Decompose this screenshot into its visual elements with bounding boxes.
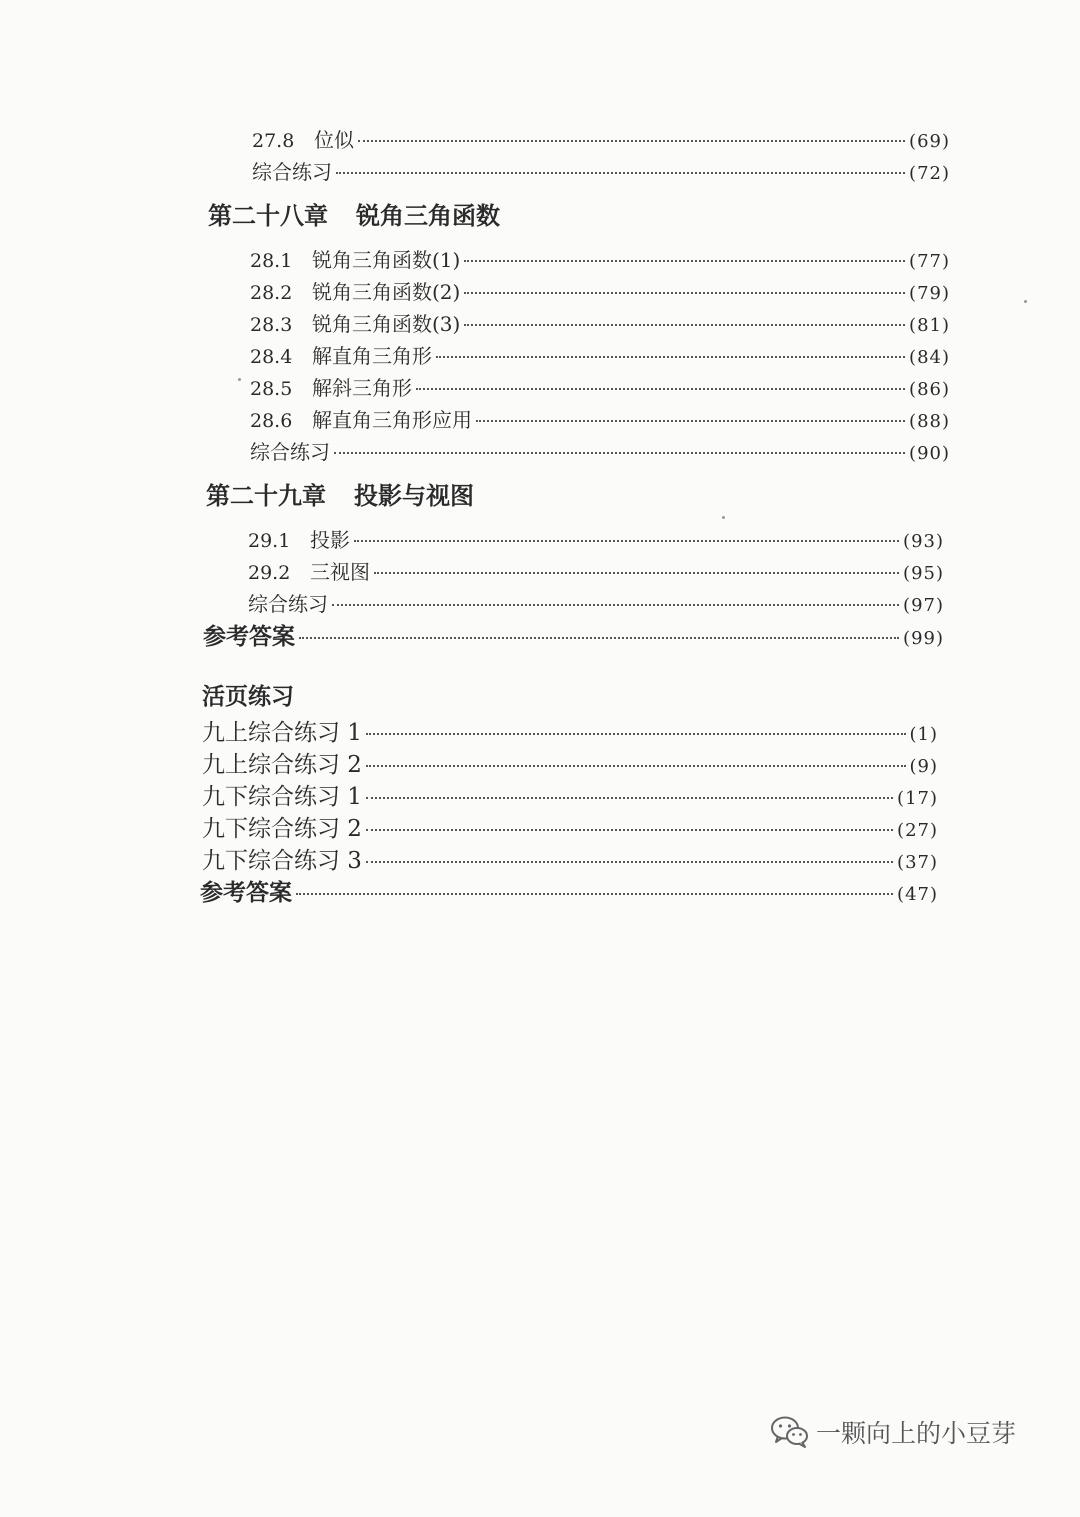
section-title: 解直角三角形 (312, 344, 432, 368)
page-number: (27) (897, 820, 938, 841)
dot-leader (436, 356, 905, 358)
dot-leader (464, 292, 905, 294)
dot-leader (332, 604, 899, 606)
toc-entry (248, 588, 944, 617)
section-title: 投影 (310, 528, 350, 552)
toc-entry (248, 524, 944, 553)
dot-leader (336, 172, 905, 174)
scan-speck (722, 516, 725, 519)
dot-leader (334, 452, 905, 454)
page-number: (77) (909, 251, 950, 272)
section-title: 锐角三角函数(2) (312, 280, 461, 304)
toc-entry (250, 244, 950, 273)
answers-title: 参考答案 (203, 623, 295, 650)
section-title: 综合练习 (252, 160, 332, 184)
page-number: (9) (909, 756, 938, 777)
section-number: 28.5 (250, 378, 293, 400)
dot-leader (366, 765, 906, 767)
dot-leader (374, 572, 899, 574)
dot-leader (416, 388, 905, 390)
toc-entry (250, 404, 950, 433)
toc-entry (202, 746, 938, 779)
page-number: (79) (909, 283, 950, 304)
page-number: (37) (897, 852, 938, 873)
dot-leader (354, 540, 899, 542)
page-number: (99) (903, 628, 944, 649)
toc-entry (250, 372, 950, 401)
toc-entry (200, 874, 938, 907)
section-number: 28.6 (250, 410, 293, 432)
section-title: 锐角三角函数(1) (312, 248, 461, 272)
toc-entry (250, 308, 950, 337)
dot-leader (358, 140, 905, 142)
chapter-label: 第二十九章 (206, 481, 326, 510)
dot-leader (366, 861, 893, 863)
section-title: 位似 (314, 128, 354, 152)
page-number: (86) (909, 379, 950, 400)
scan-speck (238, 378, 241, 381)
dot-leader (299, 637, 899, 639)
dot-leader (366, 797, 893, 799)
page-number: (95) (903, 563, 944, 584)
page-number: (90) (909, 443, 950, 464)
chapter-name: 锐角三角函数 (356, 201, 500, 230)
dot-leader (464, 324, 905, 326)
dot-leader (366, 829, 893, 831)
toc-entry (202, 778, 938, 811)
section-heading: 活页练习 (202, 683, 294, 710)
section-number: 28.4 (250, 346, 293, 368)
toc-entry (248, 556, 944, 585)
toc-entry (250, 340, 950, 369)
toc-entry (203, 618, 944, 651)
chapter-label: 第二十八章 (208, 201, 328, 230)
toc-entry (252, 124, 950, 153)
toc-entry (202, 810, 938, 843)
section-number: 28.1 (250, 250, 293, 272)
section-title: 综合练习 (248, 592, 328, 616)
page-number: (88) (909, 411, 950, 432)
page-number: (72) (909, 163, 950, 184)
toc-entry (252, 156, 950, 185)
watermark (770, 1414, 1016, 1450)
chapter-heading (208, 196, 500, 231)
page-number: (69) (909, 131, 950, 152)
section-title: 解直角三角形应用 (312, 408, 472, 432)
toc-entry (250, 276, 950, 305)
dot-leader (296, 893, 893, 895)
page-number: (97) (903, 595, 944, 616)
dot-leader (476, 420, 905, 422)
page-number: (17) (897, 788, 938, 809)
section-title: 锐角三角函数(3) (312, 312, 461, 336)
toc-entry (202, 842, 938, 875)
toc-entry (250, 436, 950, 465)
page-number: (84) (909, 347, 950, 368)
dot-leader (366, 733, 906, 735)
section-number: 29.1 (248, 530, 291, 552)
section-number: 28.3 (250, 314, 293, 336)
chapter-name: 投影与视图 (354, 481, 474, 510)
dot-leader (464, 260, 905, 262)
exercise-title: 九上综合练习 2 (202, 752, 362, 778)
toc-entry (202, 714, 938, 747)
chapter-heading (206, 476, 474, 511)
scan-speck (1024, 300, 1027, 303)
page-number: (47) (897, 884, 938, 905)
exercise-title: 九上综合练习 1 (202, 720, 362, 746)
answers-title: 参考答案 (200, 879, 292, 906)
page-number: (93) (903, 531, 944, 552)
watermark-text: 一颗向上的小豆芽 (816, 1419, 1017, 1448)
section-number: 27.8 (252, 130, 295, 152)
section-number: 28.2 (250, 282, 293, 304)
exercise-title: 九下综合练习 1 (202, 784, 362, 810)
exercise-title: 九下综合练习 2 (202, 816, 362, 842)
section-title: 三视图 (310, 560, 370, 584)
page-number: (81) (909, 315, 950, 336)
wechat-icon (770, 1415, 810, 1449)
section-title: 解斜三角形 (312, 376, 412, 400)
section-title: 综合练习 (250, 440, 330, 464)
section-number: 29.2 (248, 562, 291, 584)
page-number: (1) (909, 724, 938, 745)
exercise-title: 九下综合练习 3 (202, 848, 362, 874)
